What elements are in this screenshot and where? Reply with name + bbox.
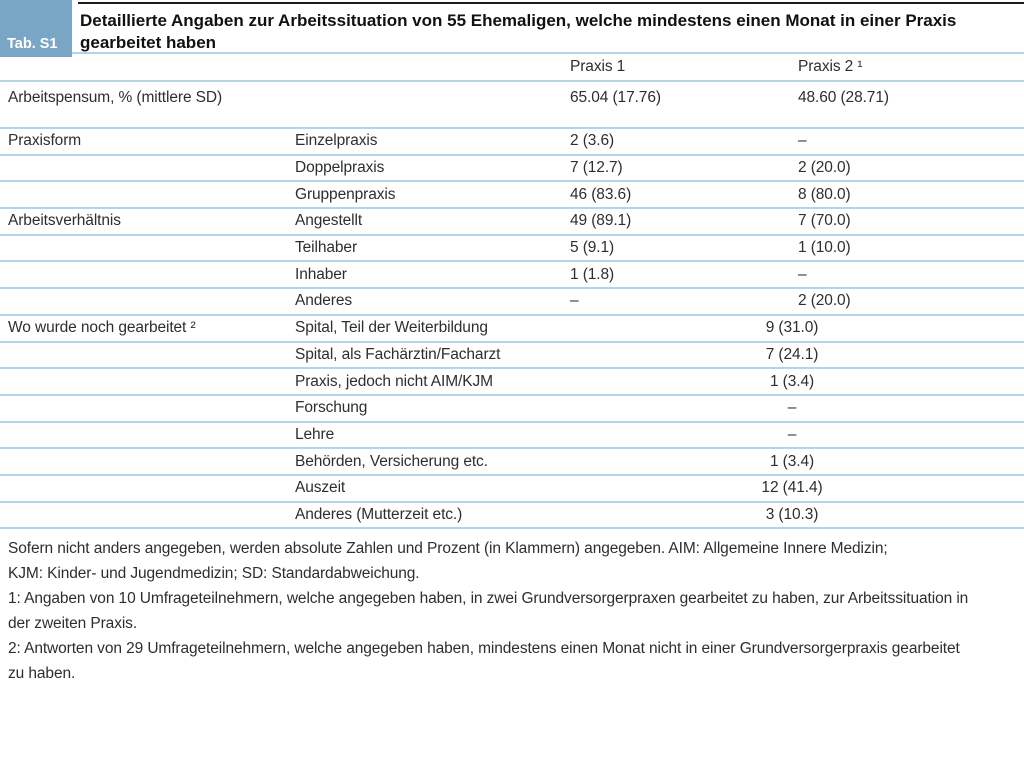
table-row	[0, 501, 1024, 528]
praxis1-value: 65.04 (17.76)	[570, 89, 661, 106]
table-row	[0, 80, 1024, 127]
praxis2-value: 2 (20.0)	[798, 159, 851, 177]
combined-value: 3 (10.3)	[765, 505, 819, 523]
footnote-line: zu haben.	[8, 665, 76, 683]
subcategory-cell: Inhaber	[295, 265, 347, 283]
category-cell	[0, 236, 295, 261]
praxis2-value: –	[798, 265, 807, 283]
table-row	[0, 260, 1024, 287]
praxis1-value: 1 (1.8)	[570, 265, 615, 283]
table-footnotes	[0, 529, 1024, 686]
subcategory-cell: Doppelpraxis	[295, 159, 385, 177]
subcategory-cell: Spital, als Fachärztin/Facharzt	[295, 345, 501, 363]
category-cell	[0, 503, 295, 528]
category-cell	[0, 343, 295, 368]
subcategory-cell	[295, 82, 570, 127]
subcategory-cell: Angestellt	[295, 212, 363, 230]
praxis2-value: –	[798, 132, 807, 150]
praxis2-value: 7 (70.0)	[798, 212, 851, 230]
category-cell	[0, 423, 295, 448]
category-cell: Arbeitsverhältnis	[8, 212, 121, 230]
table-title-line-2: gearbeitet haben	[80, 32, 217, 52]
footnote-line: 1: Angaben von 10 Umfrageteilnehmern, welche angegeben haben, in zwei Grundversorgerpraxen gearbeitet zu haben, zur Arbeitssituation in	[8, 590, 969, 608]
subcategory-cell: Anderes (Mutterzeit etc.)	[295, 505, 463, 523]
table-row	[0, 367, 1024, 394]
combined-value: 9 (31.0)	[765, 319, 819, 337]
combined-value: –	[787, 425, 797, 443]
empty-header-cell	[295, 54, 570, 80]
combined-value: 7 (24.1)	[765, 345, 819, 363]
subcategory-cell: Anderes	[295, 292, 353, 310]
category-cell	[0, 156, 295, 181]
category-cell	[0, 449, 295, 474]
combined-value: 12 (41.4)	[761, 479, 823, 497]
category-cell	[0, 262, 295, 287]
praxis1-value: 46 (83.6)	[570, 185, 632, 203]
empty-header-cell	[0, 54, 295, 80]
footnote-line: KJM: Kinder- und Jugendmedizin; SD: Standardabweichung.	[8, 565, 420, 583]
table-row	[0, 127, 1024, 154]
footnote-line: 2: Antworten von 29 Umfrageteilnehmern, welche angegeben haben, mindestens einen Monat nicht in einer Grundversorgerpraxis gearbeitet	[8, 640, 960, 658]
table-row	[0, 474, 1024, 501]
combined-value: –	[787, 399, 797, 417]
subcategory-cell: Behörden, Versicherung etc.	[295, 452, 488, 470]
praxis1-value: 5 (9.1)	[570, 239, 615, 257]
table-row	[0, 154, 1024, 181]
table-row	[0, 314, 1024, 341]
praxis1-value: 2 (3.6)	[570, 132, 615, 150]
footnote-line: Sofern nicht anders angegeben, werden absolute Zahlen und Prozent (in Klammern) angegeben. AIM: Allgemeine Innere Medizin;	[8, 540, 888, 558]
category-cell: Arbeitspensum, % (mittlere SD)	[8, 89, 223, 106]
table-row	[0, 447, 1024, 474]
table-row	[0, 287, 1024, 314]
table-row	[0, 234, 1024, 261]
table-row	[0, 341, 1024, 368]
category-cell: Wo wurde noch gearbeitet ²	[8, 319, 196, 337]
table-row	[0, 394, 1024, 421]
praxis2-column-header: Praxis 2 ¹	[798, 58, 863, 75]
table-row	[0, 421, 1024, 448]
subcategory-cell: Einzelpraxis	[295, 132, 378, 150]
subcategory-cell: Forschung	[295, 399, 368, 417]
praxis1-column-header: Praxis 1	[570, 58, 626, 75]
table-row	[0, 180, 1024, 207]
subcategory-cell: Lehre	[295, 425, 335, 443]
praxis1-value: 49 (89.1)	[570, 212, 632, 230]
table-title-line-1: Detaillierte Angaben zur Arbeitssituation von 55 Ehemaligen, welche mindestens einen Monat in einer Praxis	[80, 11, 957, 30]
praxis2-value: 2 (20.0)	[798, 292, 851, 310]
praxis1-value: 7 (12.7)	[570, 159, 623, 177]
table-row	[0, 207, 1024, 234]
subcategory-cell: Spital, Teil der Weiterbildung	[295, 319, 488, 337]
category-cell	[0, 369, 295, 394]
category-cell	[0, 396, 295, 421]
subcategory-cell: Gruppenpraxis	[295, 185, 396, 203]
column-header-row	[0, 52, 1024, 80]
table-header	[0, 0, 1024, 52]
category-cell	[0, 289, 295, 314]
footnote-line: der zweiten Praxis.	[8, 615, 138, 633]
praxis1-value: –	[570, 292, 579, 310]
table-badge: Tab. S1	[0, 0, 72, 57]
table-title	[78, 2, 1024, 53]
combined-value: 1 (3.4)	[769, 372, 815, 390]
combined-value: 1 (3.4)	[769, 452, 815, 470]
subcategory-cell: Praxis, jedoch nicht AIM/KJM	[295, 372, 493, 390]
category-cell: Praxisform	[8, 132, 82, 150]
praxis2-value: 48.60 (28.71)	[798, 89, 889, 106]
data-table	[0, 52, 1024, 529]
subcategory-cell: Teilhaber	[295, 239, 358, 257]
category-cell	[0, 476, 295, 501]
praxis2-value: 8 (80.0)	[798, 185, 851, 203]
subcategory-cell: Auszeit	[295, 479, 346, 497]
category-cell	[0, 182, 295, 207]
praxis2-value: 1 (10.0)	[798, 239, 851, 257]
